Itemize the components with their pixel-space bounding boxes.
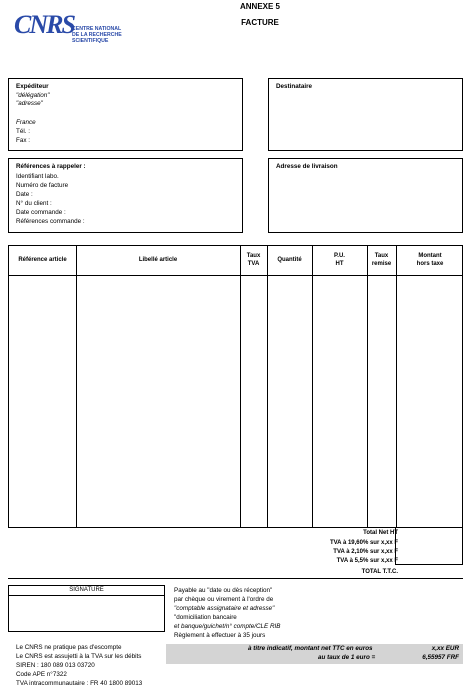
payment-line-2: par chèque ou virement à l'ordre de <box>174 596 274 603</box>
reference-item: Date commande : <box>16 209 66 216</box>
sender-delegation: "délégation" <box>16 92 50 99</box>
col-header-libelle: Libellé article <box>138 256 178 263</box>
payment-line-4: "domiciliation bancaire <box>174 614 237 621</box>
delivery-title: Adresse de livraison <box>276 163 338 170</box>
sender-fax: Fax : <box>16 137 30 144</box>
reference-item: Numéro de facture <box>16 182 69 189</box>
euro-indicative-box <box>166 644 463 664</box>
euro-label-2: au taux de 1 euro = <box>318 654 376 661</box>
reference-item: Identifiant labo. <box>16 173 59 180</box>
euro-value-1: x,xx EUR <box>431 645 459 652</box>
reference-item: Date : <box>16 191 33 198</box>
legal-line-5: TVA intracommunautaire : FR 40 1800 89013 <box>16 680 143 687</box>
logo-line-1: CENTRE NATIONAL <box>72 26 122 32</box>
totals-bottom-rule <box>8 578 463 579</box>
total-net-ht: Total Net HT <box>363 530 398 536</box>
tva-5-5: TVA à 5,5% sur x,xx F <box>336 558 398 564</box>
logo-line-3: SCIENTIFIQUE <box>72 38 109 44</box>
annex-label: ANNEXE 5 <box>239 2 280 11</box>
sender-box <box>8 78 243 151</box>
col-header-montant: Montant hors taxe <box>416 253 444 267</box>
signature-label: SIGNATURE <box>69 587 104 593</box>
col-header-reference: Référence article <box>18 256 67 263</box>
reference-item: N° du client : <box>16 200 52 207</box>
sender-tel: Tél. : <box>16 128 30 135</box>
payment-line-5: et banque/guichet/n° compte/CLE RIB <box>174 623 281 630</box>
sender-country: France <box>16 119 36 126</box>
items-table <box>8 245 463 528</box>
signature-box <box>8 585 165 632</box>
col-header-taux-tva: Taux TVA <box>246 253 261 267</box>
legal-line-1: Le CNRS ne pratique pas d'escompte <box>16 644 122 651</box>
legal-line-2: Le CNRS est assujetti à la TVA sur les débits <box>16 653 142 660</box>
cnrs-logo <box>14 8 134 48</box>
references-box <box>8 158 243 233</box>
page-title: FACTURE <box>241 18 279 27</box>
totals-box <box>395 527 463 565</box>
col-header-pu-ht: P.U. HT <box>334 253 345 267</box>
euro-value-2: 6,55957 FRF <box>422 654 459 661</box>
sender-address: "adresse" <box>16 100 43 107</box>
payment-line-6: Règlement à effectuer à 35 jours <box>174 632 266 639</box>
reference-item: Références commande : <box>16 218 85 225</box>
legal-line-3: SIREN : 180 089 013 03720 <box>16 662 95 669</box>
logo-line-2: DE LA RECHERCHE <box>72 32 122 38</box>
recipient-box <box>268 78 463 151</box>
col-header-quantite: Quantité <box>277 256 302 263</box>
euro-label-1: à titre indicatif, montant net TTC en euros <box>248 645 373 652</box>
logo-acronym: CNRS <box>14 10 74 39</box>
payment-line-3: "comptable assignataire et adresse" <box>174 605 275 612</box>
sender-title: Expéditeur <box>16 83 49 90</box>
references-title: Références à rappeler : <box>16 163 86 170</box>
total-ttc: TOTAL T.T.C. <box>361 569 398 575</box>
col-header-taux-remise: Taux remise <box>371 253 392 267</box>
delivery-box <box>268 158 463 233</box>
tva-19-60: TVA à 19,60% sur x,xx F <box>329 540 398 546</box>
payment-line-1: Payable au "date ou dès réception" <box>174 587 273 594</box>
signature-label-rule <box>9 595 164 596</box>
recipient-title: Destinataire <box>276 83 313 90</box>
legal-line-4: Code APE n°7322 <box>16 671 67 678</box>
tva-2-10: TVA à 2,10% sur x,xx F <box>333 549 398 555</box>
